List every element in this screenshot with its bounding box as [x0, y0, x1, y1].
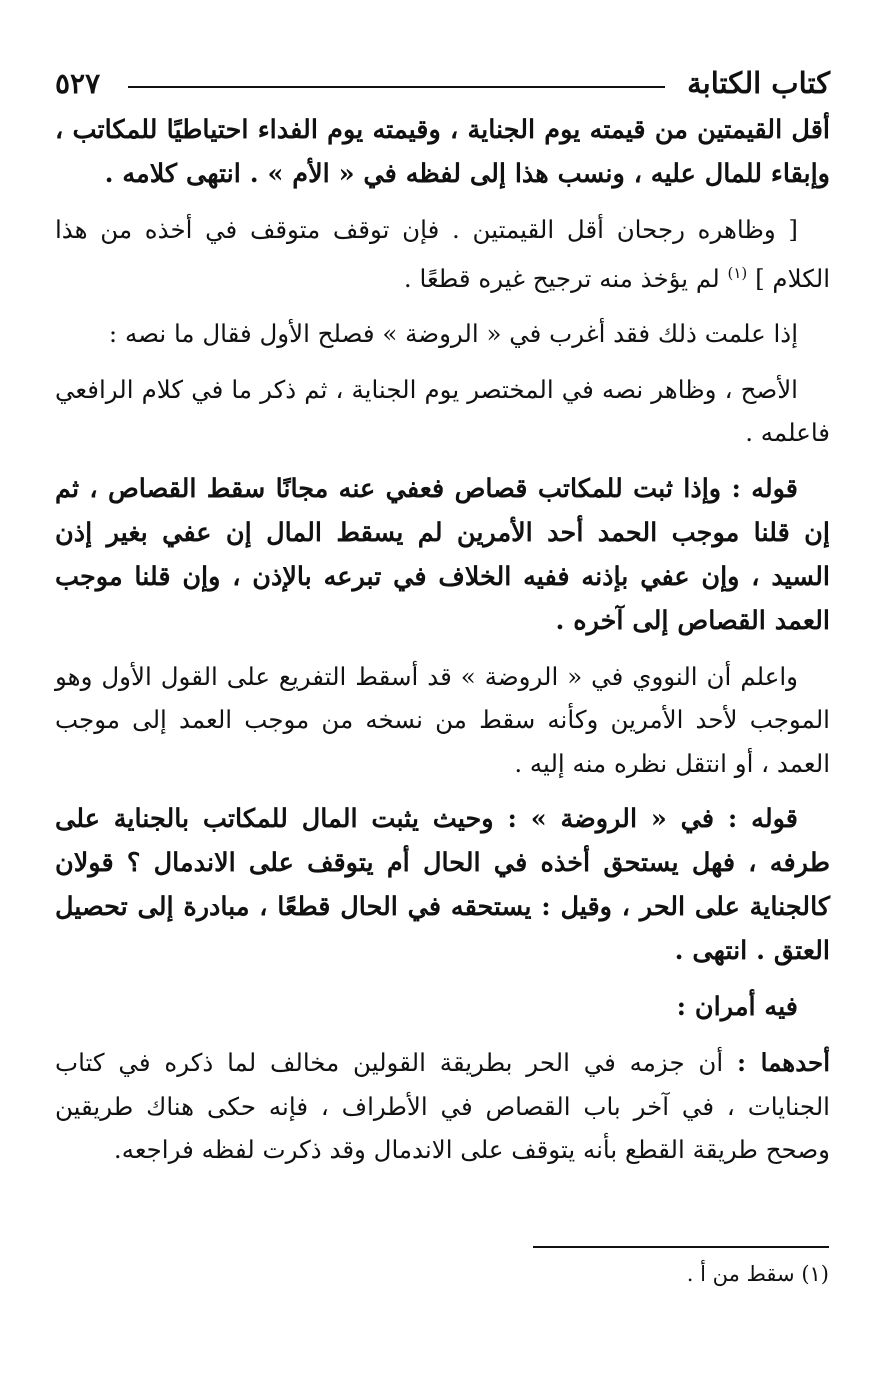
- paragraph-text: الأصح ، وظاهر نصه في المختصر يوم الجناية ، ثم ذكر ما في كلام الرافعي فاعلمه .: [55, 374, 830, 448]
- chapter-title: كتاب الكتابة: [687, 66, 830, 100]
- page-number: ٥٢٧: [55, 66, 101, 100]
- header-rule: [128, 86, 665, 88]
- paragraph-6: [55, 655, 830, 786]
- paragraph-text: أن جزمه في الحر بطريقة القولين مخالف لما ذكره في كتاب الجنايات ، في آخر باب القصاص في الأطراف ، فإنه حكى هناك طريقين وصحح طريقة القطع بأنه يتوقف على الاندمال وقد ذكرت لفظه فراجعه.: [55, 1048, 830, 1165]
- paragraph-9: [55, 1041, 830, 1172]
- paragraph-5: [55, 467, 830, 643]
- paragraph-8: [55, 985, 830, 1029]
- page-body: [55, 58, 830, 1184]
- paragraph-7: [55, 797, 830, 973]
- footnote-rule: [533, 1246, 829, 1248]
- paragraph-2: [55, 208, 830, 300]
- paragraph-text: [ وظاهره رجحان أقل القيمتين . فإن توقف متوقف في أخذه من هذا الكلام ]: [55, 215, 830, 293]
- footnote-reference: (١): [727, 263, 748, 282]
- paragraph-text: إذا علمت ذلك فقد أغرب في « الروضة » فصلح الأول فقال ما نصه :: [108, 319, 798, 349]
- paragraph-4: [55, 368, 830, 455]
- paragraph-1: [55, 108, 830, 196]
- running-header: [55, 58, 830, 108]
- paragraph-text: فيه أمران :: [676, 992, 798, 1023]
- paragraph-lead: أحدهما :: [737, 1048, 831, 1078]
- paragraph-3: [55, 312, 830, 356]
- footnote: (١) سقط من أ .: [686, 1262, 829, 1286]
- paragraph-text-continued: لم يؤخذ منه ترجيح غيره قطعًا .: [403, 263, 720, 293]
- paragraph-text: أقل القيمتين من قيمته يوم الجناية ، وقيمته يوم الفداء احتياطيًا للمكاتب ، وإبقاء للمال عليه ، ونسب هذا إلى لفظه في « الأم » . انتهى كلامه .: [55, 115, 830, 189]
- paragraph-text: قوله : وإذا ثبت للمكاتب قصاص فعفي عنه مجانًا سقط القصاص ، ثم إن قلنا موجب الحمد أحد الأمرين لم يسقط المال إن عفي بغير إذن السيد ، وإن عفي بإذنه ففيه الخلاف في تبرعه بالإذن ، وإن قلنا موجب العمد القصاص إلى آخره .: [55, 473, 830, 636]
- paragraph-text: واعلم أن النووي في « الروضة » قد أسقط التفريع على القول الأول وهو الموجب لأحد الأمرين وكأنه سقط من نسخه من موجب العمد إلى موجب العمد ، أو انتقل نظره منه إليه .: [55, 661, 830, 778]
- paragraph-text: قوله : في « الروضة » : وحيث يثبت المال للمكاتب بالجناية على طرفه ، فهل يستحق أخذه في الحال أم يتوقف على الاندمال ؟ قولان كالجناية على الحر ، وقيل : يستحقه في الحال قطعًا ، مبادرة إلى تحصيل العتق . انتهى .: [55, 804, 830, 967]
